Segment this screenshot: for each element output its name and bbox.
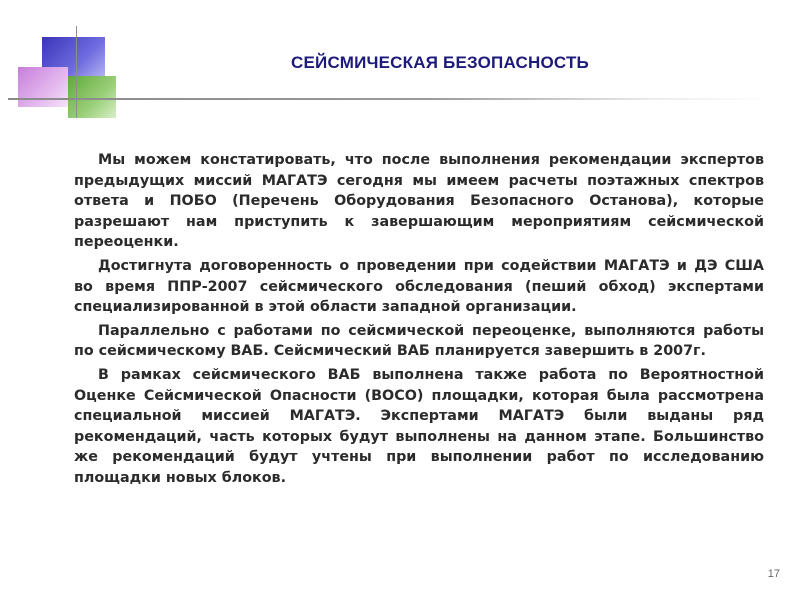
paragraph-2: Достигнута договоренность о проведении при содействии МАГАТЭ и ДЭ США во время ППР-2007 сейсмического обследования (пеший обход) экспертами специализированной в этой области западной организации. [74, 257, 764, 316]
lilac-square-decoration [18, 67, 68, 107]
paragraph-1: Мы можем констатировать, что после выполнения рекомендации экспертов предыдущих миссий МАГАТЭ сегодня мы имеем расчеты поэтажных спектров ответа и ПОБО (Перечень Оборудования Безопасного Останова), которые разрешают нам приступить к завершающим мероприятиям сейсмической переоценки. [74, 152, 764, 251]
page-number: 17 [767, 568, 780, 580]
horizontal-rule [8, 98, 770, 100]
decorative-squares [0, 0, 130, 130]
slide-body [74, 150, 764, 492]
paragraph-4: В рамках сейсмического ВАБ выполнена также работа по Вероятностной Оценке Сейсмической Опасности (ВОСО) площадки, которая была рассмотрена специальной миссией МАГАТЭ. Экспертами МАГАТЭ были выданы ряд рекомендаций, часть которых будут выполнены на данном этапе. Большинство же рекомендаций будут учтены при выполнении работ по исследованию площадки новых блоков. [74, 366, 764, 486]
vertical-rule [76, 26, 77, 118]
paragraph-3: Параллельно с работами по сейсмической переоценке, выполняются работы по сейсмическому ВАБ. Сейсмический ВАБ планируется завершить в 2007г. [74, 322, 764, 360]
slide-title: СЕЙСМИЧЕСКАЯ БЕЗОПАСНОСТЬ [291, 53, 589, 72]
